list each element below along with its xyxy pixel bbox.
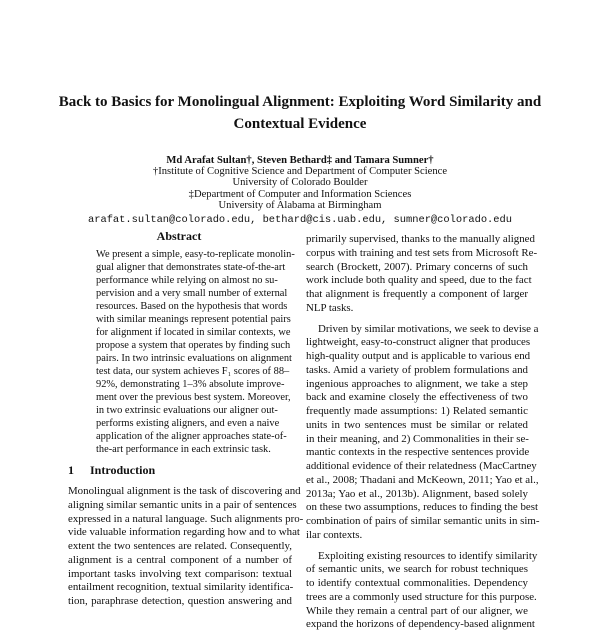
text-line: of semantic units, we search for robust techniques bbox=[306, 563, 528, 577]
text-line: pairs. In two intrinsic evaluations on alignment bbox=[96, 352, 270, 365]
text-line: to identify contextual commonalities. Dependency bbox=[306, 577, 528, 591]
text-line: 2013a; Yao et al., 2013b). Alignment, based solely bbox=[306, 488, 528, 502]
title-line: Back to Basics for Monolingual Alignment: Exploiting Word Similarity and bbox=[40, 91, 560, 113]
paragraph bbox=[306, 233, 528, 316]
section-heading-introduction bbox=[68, 463, 155, 477]
text-line: additional evidence of their relatedness (MacCartney bbox=[306, 460, 528, 474]
text-line: work include both quality and speed, due to the fact bbox=[306, 274, 528, 288]
text-line: propose a system that operates by finding such bbox=[96, 339, 270, 352]
text-line: alignment is a central component of a number of bbox=[68, 554, 292, 568]
paragraph bbox=[306, 323, 528, 543]
text-line: ingenious approaches to alignment, we take a step bbox=[306, 378, 528, 392]
text-line: et al., 2008; Thadani and McKeown, 2011; Yao et al., bbox=[306, 474, 528, 488]
text-line: high-quality output and is applicable to various end bbox=[306, 350, 528, 364]
section-title: Introduction bbox=[90, 463, 155, 477]
abstract-body bbox=[96, 248, 270, 456]
text-line: important tasks involving text comparison: textual bbox=[68, 568, 292, 582]
text-line: extent the two sentences are related. Consequently, bbox=[68, 540, 292, 554]
text-line: the-art performance in each extrinsic task. bbox=[96, 443, 270, 456]
text-line: combination of pairs of similar semantic units in sim- bbox=[306, 515, 528, 529]
paper-title bbox=[40, 91, 560, 135]
text-line: gual aligner that demonstrates state-of-the-art bbox=[96, 261, 270, 274]
author-emails: arafat.sultan@colorado.edu, bethard@cis.uab.edu, sumner@colorado.edu bbox=[40, 214, 560, 226]
author-block bbox=[40, 155, 560, 211]
text-line: tasks. Amid a variety of problem formulations and bbox=[306, 364, 528, 378]
text-line: back and examine closely the effectiveness of two bbox=[306, 391, 528, 405]
paragraph bbox=[306, 550, 528, 632]
affiliation: ‡Department of Computer and Information Sciences bbox=[40, 189, 560, 200]
text-line: search (Brockett, 2007). Primary concerns of such bbox=[306, 261, 528, 275]
text-line: vide valuable information regarding how and to what bbox=[68, 526, 292, 540]
text-line: test data, our system achieves F₁ scores of 88– bbox=[96, 365, 270, 378]
text-line: in two extrinsic evaluations our aligner out- bbox=[96, 404, 270, 417]
text-line: ilar contexts. bbox=[306, 529, 528, 543]
text-line: on these two assumptions, reduces to finding the best bbox=[306, 501, 528, 515]
text-line: application of the aligner approaches state-of- bbox=[96, 430, 270, 443]
text-line: frequently made assumptions: 1) Related semantic bbox=[306, 405, 528, 419]
right-column bbox=[306, 233, 528, 632]
text-line: Monolingual alignment is the task of discovering and bbox=[68, 485, 292, 499]
text-line: lightweight, easy-to-construct aligner that produces bbox=[306, 336, 528, 350]
title-line: Contextual Evidence bbox=[40, 113, 560, 135]
text-line: primarily supervised, thanks to the manually aligned bbox=[306, 233, 528, 247]
text-line: expressed in a natural language. Such alignments pro- bbox=[68, 513, 292, 527]
text-line: units in two sentences must be similar or related bbox=[306, 419, 528, 433]
text-line: ment over the previous best system. Moreover, bbox=[96, 391, 270, 404]
text-line: resources. Based on the hypothesis that words bbox=[96, 300, 270, 313]
text-line: corpus with training and test sets from Microsoft Re- bbox=[306, 247, 528, 261]
abstract-heading: Abstract bbox=[68, 229, 290, 243]
section-number: 1 bbox=[68, 463, 74, 477]
text-line: NLP tasks. bbox=[306, 302, 528, 316]
text-line: We present a simple, easy-to-replicate monolin- bbox=[96, 248, 270, 261]
text-line: performance while relying on almost no su- bbox=[96, 274, 270, 287]
text-line: mantic contexts in the respective sentences provide bbox=[306, 446, 528, 460]
text-line: with similar meanings represent potential pairs bbox=[96, 313, 270, 326]
text-line: entailment recognition, textual similarity identifica- bbox=[68, 581, 292, 595]
affiliation: University of Colorado Boulder bbox=[40, 177, 560, 188]
text-line: tion, paraphrase detection, question answering and bbox=[68, 595, 292, 609]
text-line: trees are a commonly used structure for this purpose. bbox=[306, 591, 528, 605]
introduction-body bbox=[68, 485, 292, 609]
affiliation: †Institute of Cognitive Science and Department of Computer Science bbox=[40, 166, 560, 177]
text-line: in their meaning, and 2) Commonalities in their se- bbox=[306, 433, 528, 447]
text-line: 92%, demonstrating 1–3% absolute improve- bbox=[96, 378, 270, 391]
affiliation: University of Alabama at Birmingham bbox=[40, 200, 560, 211]
text-line: pervision and a very small number of external bbox=[96, 287, 270, 300]
text-line: for alignment if located in similar contexts, we bbox=[96, 326, 270, 339]
author-names: Md Arafat Sultan†, Steven Bethard‡ and Tamara Sumner† bbox=[40, 155, 560, 166]
text-line: aligning similar semantic units in a pair of sentences bbox=[68, 499, 292, 513]
text-line: performs existing aligners, and even a naive bbox=[96, 417, 270, 430]
text-line: Exploiting existing resources to identify similarity bbox=[306, 550, 528, 564]
text-line: Driven by similar motivations, we seek to devise a bbox=[306, 323, 528, 337]
text-line: expand the horizons of dependency-based alignment bbox=[306, 618, 528, 632]
text-line: While they remain a central part of our aligner, we bbox=[306, 605, 528, 619]
text-line: that alignment is frequently a component of larger bbox=[306, 288, 528, 302]
